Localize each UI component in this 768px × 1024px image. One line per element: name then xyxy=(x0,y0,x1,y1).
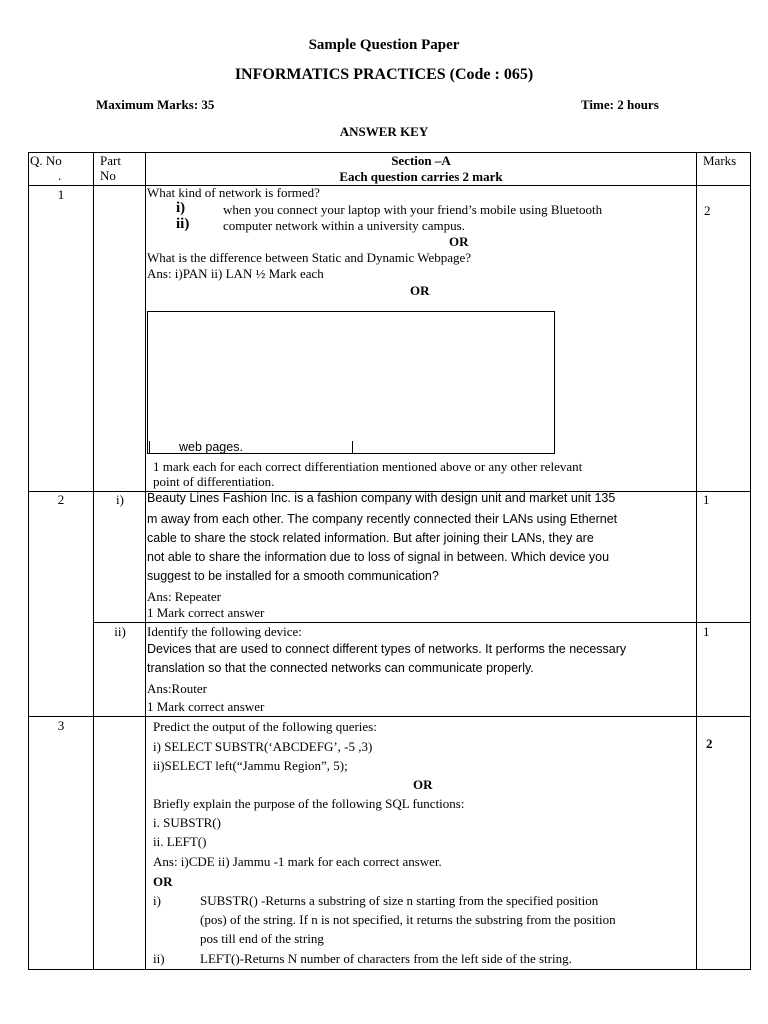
qno-header-dot: . xyxy=(58,168,62,183)
q2ii-part: ii) xyxy=(114,624,126,639)
q3-exp1-line1: SUBSTR() -Returns a substring of size n starting from the specified position xyxy=(200,893,599,908)
answer-image-box xyxy=(147,311,555,454)
q2i-line-3: cable to share the stock related information. But after joining their LANs, they are xyxy=(147,531,594,545)
section-heading: Section –A xyxy=(391,153,451,168)
box-caption: web pages. xyxy=(179,440,243,454)
q2i-line-4: not able to share the information due to loss of signal in between. Which device you xyxy=(147,550,610,564)
q1-item1-number: i) xyxy=(176,200,186,216)
q3-exp1-number: i) xyxy=(153,893,161,908)
time-allowed: Time: 2 hours xyxy=(581,97,659,112)
q1-item2-number: ii) xyxy=(176,216,190,232)
paper-title: Sample Question Paper xyxy=(308,37,460,53)
q2i-note: 1 Mark correct answer xyxy=(147,605,265,620)
q2ii-question: Identify the following device: xyxy=(147,624,302,639)
q2ii-answer: Ans:Router xyxy=(147,681,207,696)
q3-answer: Ans: i)CDE ii) Jammu -1 mark for each correct answer. xyxy=(153,854,442,869)
q1-marks: 2 xyxy=(704,203,711,218)
q2-number: 2 xyxy=(57,492,65,507)
q3-alt-question: Briefly explain the purpose of the following SQL functions: xyxy=(153,796,465,811)
max-marks: Maximum Marks: 35 xyxy=(96,97,215,112)
q1-alt-question: What is the difference between Static and Dynamic Webpage? xyxy=(147,250,472,265)
part-header: Part xyxy=(100,153,121,168)
q3-query-2: ii)SELECT left(“Jammu Region”, 5); xyxy=(153,758,348,773)
q3-marks: 2 xyxy=(706,736,713,751)
q3-query-1: i) SELECT SUBSTR(‘ABCDEFG’, -5 ,3) xyxy=(153,739,373,754)
q1-question: What kind of network is formed? xyxy=(147,185,320,200)
q1-number: 1 xyxy=(57,187,65,202)
q1-note-line2: point of differentiation. xyxy=(153,474,275,489)
paper-subtitle: INFORMATICS PRACTICES (Code : 065) xyxy=(234,66,534,83)
q1-note-line1: 1 mark each for each correct differentiation mentioned above or any other relevant xyxy=(153,459,583,474)
section-subheading: Each question carries 2 mark xyxy=(339,169,503,184)
q2ii-line-1: Devices that are used to connect different types of networks. It performs the necessary xyxy=(147,642,627,656)
q2i-answer: Ans: Repeater xyxy=(147,589,222,604)
q2i-line-1: Beauty Lines Fashion Inc. is a fashion company with design unit and market unit 135 xyxy=(147,491,616,505)
q3-number: 3 xyxy=(57,718,65,733)
q2i-line-5: suggest to be installed for a smooth communication? xyxy=(147,569,439,583)
q3-exp1-line3: pos till end of the string xyxy=(200,931,324,946)
q2ii-marks: 1 xyxy=(703,624,710,639)
qno-header: Q. No xyxy=(30,153,62,168)
q1-or-1: OR xyxy=(449,234,469,249)
q3-function-2: ii. LEFT() xyxy=(153,834,207,849)
marks-header: Marks xyxy=(703,153,737,168)
q3-function-1: i. SUBSTR() xyxy=(153,815,221,830)
q3-or-2: OR xyxy=(153,874,173,889)
q2ii-note: 1 Mark correct answer xyxy=(147,699,265,714)
q2i-line-2: m away from each other. The company recently connected their LANs using Ethernet xyxy=(147,512,618,526)
answer-key-heading: ANSWER KEY xyxy=(339,124,429,139)
q1-item2-text: computer network within a university campus. xyxy=(223,218,465,233)
q2i-marks: 1 xyxy=(703,492,710,507)
q2i-part: i) xyxy=(116,492,124,507)
q3-exp2-number: ii) xyxy=(153,951,165,966)
q1-item1-text: when you connect your laptop with your friend’s mobile using Bluetooth xyxy=(223,202,603,217)
part-header-no: No xyxy=(100,168,116,183)
q3-question: Predict the output of the following queries: xyxy=(153,719,377,734)
q3-or-1: OR xyxy=(413,777,433,792)
q3-exp2-line1: LEFT()-Returns N number of characters from the left side of the string. xyxy=(200,951,572,966)
q3-exp1-line2: (pos) of the string. If n is not specified, it returns the substring from the position xyxy=(200,912,616,927)
q1-or-2: OR xyxy=(410,283,430,298)
q2ii-line-2: translation so that the connected networks can communicate properly. xyxy=(147,661,534,675)
q1-answer: Ans: i)PAN ii) LAN ½ Mark each xyxy=(147,266,324,281)
